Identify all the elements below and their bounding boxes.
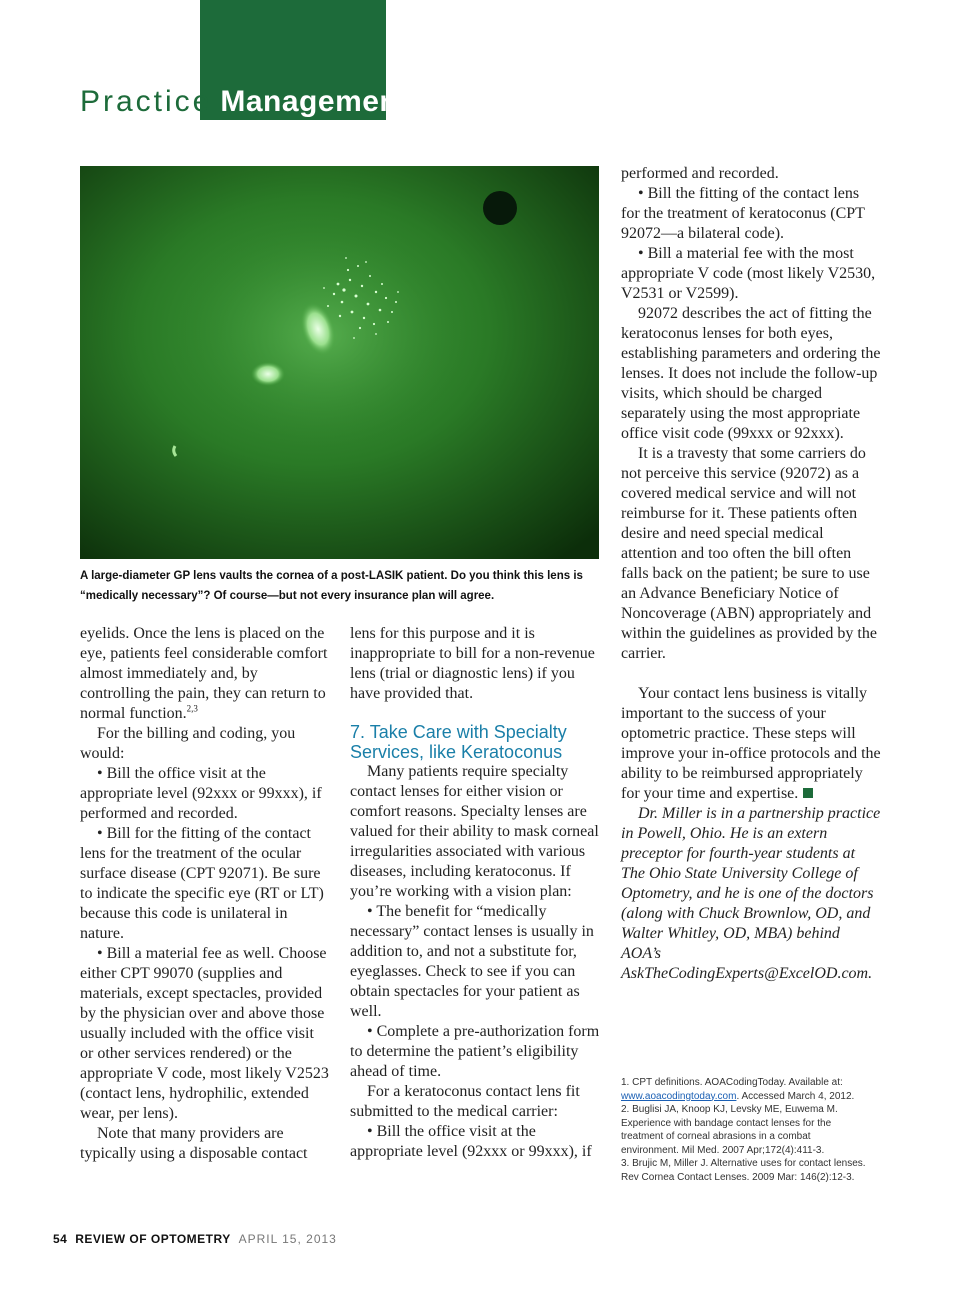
col2-bullet-1: • The benefit for “medically necessary” contact lenses is usually in addition to, and not a substitute for, eyeglasses. Check to see if you can obtain spectacles for your patient as well.: [350, 903, 594, 1020]
col2-bullet-2: • Complete a pre-authorization form to determine the patient’s eligibility ahead of time.: [350, 1023, 600, 1080]
col1-paragraph-1: [80, 624, 330, 724]
author-bio: Dr. Miller is in a partnership practice in Powell, Ohio. He is an extern preceptor for fourth-year students at The Ohio State University College of Optometry, and he is one of the doctors (along with Chuck Brownlow, OD, and Walter Whitley, OD, MBA) behind AOA’s AskTheCodingExperts@ExcelOD.com.: [621, 805, 881, 982]
page-number: 54: [53, 1232, 68, 1246]
text-column-1: [80, 624, 330, 1164]
col3-paragraph-3: It is a travesty that some carriers do not perceive this service (92072) as a covered medical service and will not reimburse for it. These patients often desire and need special medical attention and too often the bill often falls back on the patient; be sure to use an Advance Beneficiary Notice of Noncoverage (ABN) appropriately and within the guidelines as provided by the carrier.: [621, 445, 877, 662]
reference-1-tail: . Accessed March 4, 2012.: [736, 1090, 855, 1102]
section-header-word-practice: Practice: [80, 85, 213, 118]
col3-spacer: [621, 664, 881, 684]
col2-paragraph-1: lens for this purpose and it is inappropriate to bill for a non-revenue lens (trial or diagnostic lens) if you have provided that.: [350, 625, 595, 702]
col2-bullet-3: • Bill the office visit at the appropriate level (92xxx or 99xxx), if: [350, 1123, 592, 1160]
end-mark-square-icon: [803, 788, 813, 798]
col1-paragraph-2: For the billing and coding, you would:: [80, 725, 296, 762]
col3-bullet-1: • Bill the fitting of the contact lens for the treatment of keratoconus (CPT 92072—a bilateral code).: [621, 185, 865, 242]
col3-paragraph-2: 92072 describes the act of fitting the keratoconus lenses for both eyes, establishing parameters and ordering the lenses. It does not include the follow-up visits, which should be charged separately using the most appropriate office visit code (99xxx or 92xxx).: [621, 305, 881, 442]
issue-date: APRIL 15, 2013: [238, 1232, 337, 1246]
page-footer: [53, 1232, 337, 1246]
text-column-3: [621, 164, 881, 984]
reference-2: 2. Buglisi JA, Knoop KJ, Levsky ME, Euwema M. Experience with bandage contact lenses for the treatment of corneal abrasions in a combat environment. Mil Med. 2007 Apr;172(4):411-3.: [621, 1104, 838, 1156]
reference-1-text: 1. CPT definitions. AOACodingToday. Available at:: [621, 1077, 843, 1088]
eye-photo-svg: [80, 166, 599, 559]
col1-bullet-1: • Bill the office visit at the appropriate level (92xxx or 99xxx), if performed and recorded.: [80, 765, 322, 822]
col1-paragraph-1-text: eyelids. Once the lens is placed on the eye, patients feel considerable comfort almost immediately and, by controlling the pain, they can return to normal function.: [80, 625, 328, 722]
col1-bullet-3: • Bill a material fee as well. Choose either CPT 99070 (supplies and materials, except spectacles, provided by the physician over and above those usually included with the office visit or other services rendered) or the appropriate V code, most likely V2523 (contact lens, hydrophilic, extended wear, per lens).: [80, 945, 329, 1122]
text-column-2: [350, 624, 602, 1162]
col3-bullet-2: • Bill a material fee with the most appropriate V code (most likely V2530, V2531 or V2599).: [621, 245, 876, 302]
col2-paragraph-2: Many patients require specialty contact lenses for either vision or comfort reasons. Specialty lenses are valued for their ability to mask corneal irregularities associated with various diseases, including keratoconus. If you’re working with a vision plan:: [350, 763, 599, 900]
eye-photo: [80, 166, 599, 559]
col3-paragraph-4-text: Your contact lens business is vitally important to the success of your optometric practice. These steps will improve your in-office protocols and the ability to be reimbursed appropriately for your time and expertise.: [621, 685, 881, 802]
col2-paragraph-3: For a keratoconus contact lens fit submitted to the medical carrier:: [350, 1083, 580, 1120]
col1-bullet-2: • Bill for the fitting of the contact lens for the treatment of the ocular surface disease (CPT 92071). Be sure to indicate the specific eye (RT or LT) because this code is unilateral in nature.: [80, 825, 324, 942]
section-heading-keratoconus: 7. Take Care with Specialty Services, like Keratoconus: [350, 722, 567, 762]
col3-paragraph-4: [621, 684, 881, 804]
figure-caption: A large-diameter GP lens vaults the cornea of a post-LASIK patient. Do you think this lens is “medically necessary”? Of course—but not every insurance plan will agree.: [80, 570, 583, 602]
references: [621, 1076, 871, 1184]
section-header: [80, 84, 409, 120]
col1-citation: 2,3: [186, 703, 198, 714]
reference-1-link[interactable]: www.aoacodingtoday.com: [621, 1090, 737, 1102]
air-bubble: [483, 191, 517, 225]
reference-3: 3. Brujic M, Miller J. Alternative uses for contact lenses. Rev Cornea Contact Lenses. 2009 Mar: 146(2):12-3.: [621, 1158, 866, 1183]
section-header-word-management: Management: [220, 85, 409, 118]
lens-reflection-secondary: [251, 362, 285, 386]
col3-paragraph-1: performed and recorded.: [621, 165, 779, 182]
publication-name: REVIEW OF OPTOMETRY: [75, 1232, 231, 1246]
reference-1: [621, 1076, 871, 1103]
col1-paragraph-3: Note that many providers are typically using a disposable contact: [80, 1125, 308, 1162]
